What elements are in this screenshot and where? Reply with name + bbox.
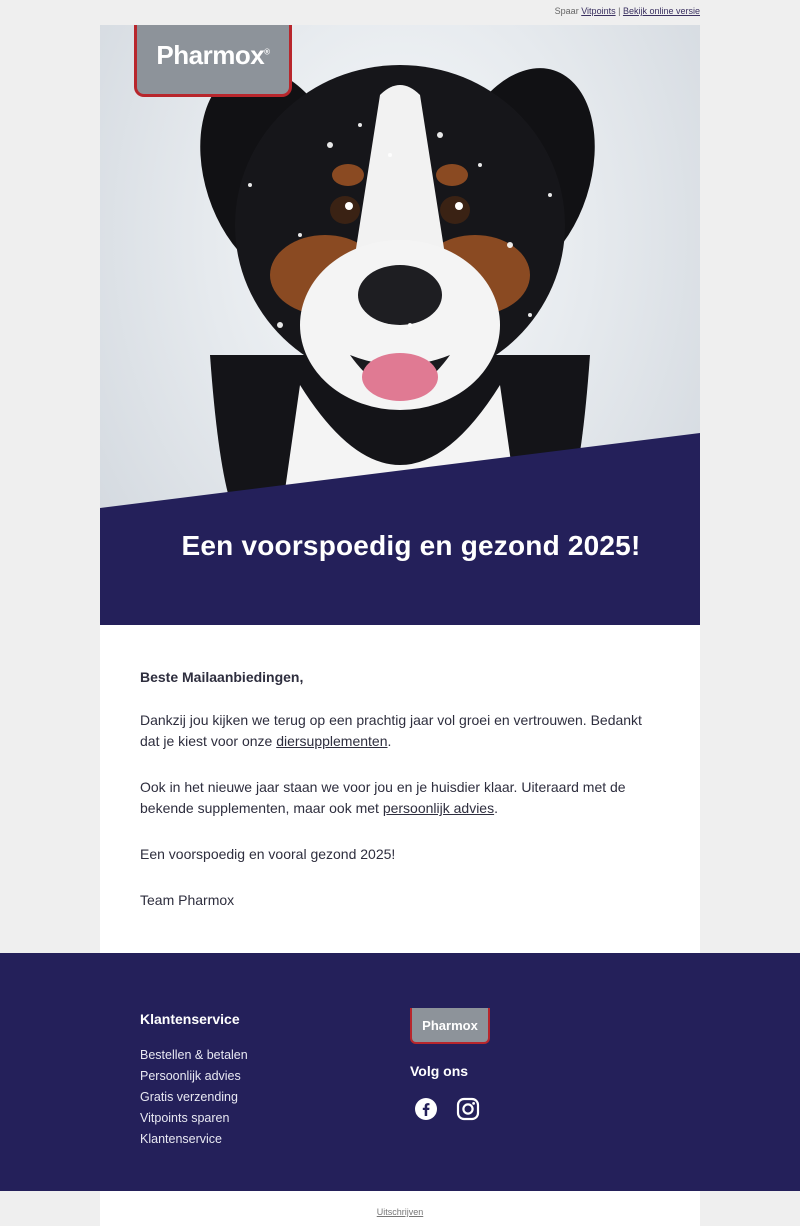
advice-link[interactable]: persoonlijk advies bbox=[382, 800, 495, 816]
facebook-icon[interactable] bbox=[414, 1097, 438, 1121]
footer bbox=[0, 953, 800, 1191]
paragraph-2: Ook in het nieuwe jaar staan we voor jou en je huisdier klaar. Uiteraard met de bekende supplementen, maar ook met persoonlijk advies. bbox=[140, 779, 626, 816]
footer-link-service[interactable]: Klantenservice bbox=[140, 1132, 222, 1146]
footer-service-title: Klantenservice bbox=[140, 1011, 240, 1027]
paragraph-3: Een voorspoedig en vooral gezond 2025! bbox=[140, 846, 396, 862]
footer-link-vitpoints[interactable]: Vitpoints sparen bbox=[140, 1111, 230, 1125]
follow-title: Volg ons bbox=[410, 1063, 469, 1079]
footer-logo[interactable]: Pharmox bbox=[410, 1008, 490, 1044]
hero bbox=[100, 25, 700, 625]
paragraph-1: Dankzij jou kijken we terug op een prachtig jaar vol groei en vertrouwen. Bedankt dat je kiest voor onze diersupplementen. bbox=[140, 712, 642, 749]
footer-link-advice[interactable]: Persoonlijk advies bbox=[140, 1069, 241, 1083]
email-body bbox=[100, 625, 700, 953]
footer-service-column bbox=[140, 1011, 248, 1150]
greeting: Beste Mailaanbiedingen, bbox=[140, 669, 304, 685]
social-links bbox=[414, 1097, 490, 1121]
email-container bbox=[100, 25, 700, 953]
footer-follow-column bbox=[410, 1008, 490, 1121]
footer-link-ordering[interactable]: Bestellen & betalen bbox=[140, 1048, 248, 1062]
unsubscribe-bar bbox=[100, 1191, 700, 1226]
online-version-link[interactable]: Bekijk online versie bbox=[622, 6, 700, 16]
preheader-prefix: Spaar bbox=[554, 6, 579, 16]
headline-banner bbox=[100, 433, 700, 625]
vitpoints-link[interactable]: Vitpoints bbox=[581, 6, 616, 16]
logo-text: Pharmox® bbox=[156, 40, 270, 70]
preheader bbox=[555, 6, 700, 16]
hero-headline: Een voorspoedig en gezond 2025! bbox=[181, 530, 641, 561]
preheader-separator: | bbox=[618, 6, 621, 16]
unsubscribe-link[interactable]: Uitschrijven bbox=[376, 1207, 424, 1217]
footer-link-shipping[interactable]: Gratis verzending bbox=[140, 1090, 238, 1104]
instagram-icon[interactable] bbox=[456, 1097, 480, 1121]
pharmox-logo[interactable] bbox=[134, 25, 292, 97]
signature: Team Pharmox bbox=[140, 892, 235, 908]
supplements-link[interactable]: diersupplementen bbox=[276, 733, 388, 749]
